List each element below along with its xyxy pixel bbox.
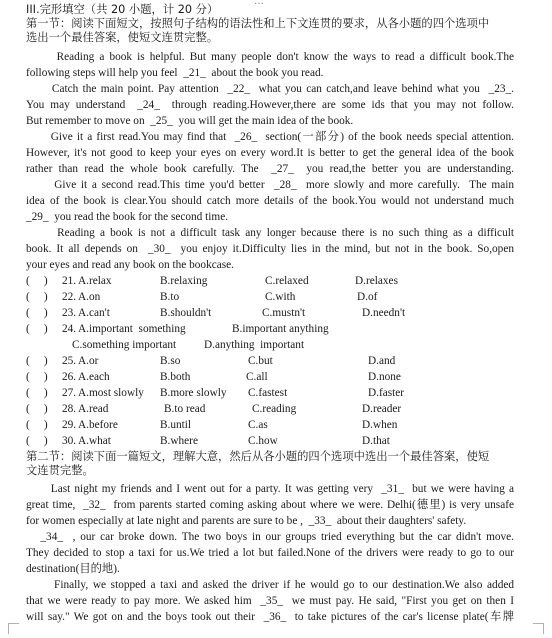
part1-instruction-line-2: 选出一个最佳答案，使短文连贯完整。 (26, 31, 219, 44)
option-29-c[interactable]: C.as (248, 419, 268, 431)
question-number-22: 22. (62, 291, 77, 303)
answer-bracket-30[interactable]: ( ) (26, 435, 48, 447)
passage1-line-4: You may understand _24_ through reading.However,there are some ids that you may not follow. (26, 99, 514, 111)
passage2-line-5: They decided to stop a taxi for us.We tried a lot but failed.None of the drivers were ready to go to our (26, 547, 514, 559)
top-cropped-text: … (254, 0, 264, 7)
question-number-26: 26. (62, 371, 77, 383)
part1-instruction-line-1: 第一节：阅读下面短文，按照句子结构的语法性和上下文连贯的要求，从各小题的四个选项中 (26, 17, 490, 30)
passage1-line-2: following steps will help you feel _21_ about the book you read. (26, 67, 324, 79)
passage1-line-7: However, it's not good to keep your eyes on every word.It is better to get the general idea of the book (26, 147, 514, 159)
option-26-b[interactable]: B.both (160, 371, 191, 383)
option-23-d[interactable]: D.needn't (362, 307, 406, 319)
option-22-c[interactable]: C.with (265, 291, 296, 303)
question-number-27: 27. (62, 387, 77, 399)
option-25-c[interactable]: C.but (248, 355, 273, 367)
question-number-24: 24. (62, 323, 77, 335)
option-23-c[interactable]: C.mustn't (262, 307, 306, 319)
option-22-a[interactable]: A.on (78, 291, 101, 303)
answer-bracket-21[interactable]: ( ) (26, 275, 48, 287)
option-25-d[interactable]: D.and (368, 355, 396, 367)
option-22-b[interactable]: B.to (160, 291, 180, 303)
passage1-line-1: Reading a book is helpful. But many people don't know the ways to read a difficult book.The (26, 51, 514, 63)
option-28-a[interactable]: A.read (78, 403, 109, 415)
passage2-line-7: Finally, we stopped a taxi and asked the driver if he would go to our destination.We also added (26, 579, 514, 591)
option-30-d[interactable]: D.that (362, 435, 390, 447)
question-number-21: 21. (62, 275, 77, 287)
answer-bracket-22[interactable]: ( ) (26, 291, 48, 303)
question-number-29: 29. (62, 419, 77, 431)
option-23-b[interactable]: B.shouldn't (160, 307, 212, 319)
option-25-b[interactable]: B.so (160, 355, 181, 367)
answer-bracket-23[interactable]: ( ) (26, 307, 48, 319)
option-28-d[interactable]: D.reader (362, 403, 402, 415)
passage2-line-1: Last night my friends and I went out for a party. It was getting very _31_ but we were having a (26, 483, 514, 495)
option-29-a[interactable]: A.before (78, 419, 118, 431)
option-29-b[interactable]: B.until (160, 419, 192, 431)
option-27-a[interactable]: A.most slowly (78, 387, 144, 399)
option-21-a[interactable]: A.relax (78, 275, 112, 287)
option-26-a[interactable]: A.each (78, 371, 110, 383)
passage2-line-2: great time, _32_ from parents started coming asking about where we were. Delhi(德里) is very unsafe (26, 499, 514, 511)
option-24-d[interactable]: D.anything important (204, 339, 305, 351)
option-28-c[interactable]: C.reading (252, 403, 297, 415)
passage1-line-13: book. It all depends on _30_ you enjoy it.Difficulty lies in the mind, but not in the book. So,open (26, 243, 514, 255)
passage1-line-12: Reading a book is not a difficult task any longer because there is no such thing as a difficult (26, 227, 514, 239)
answer-bracket-26[interactable]: ( ) (26, 371, 48, 383)
option-21-c[interactable]: C.relaxed (265, 275, 309, 287)
answer-bracket-28[interactable]: ( ) (26, 403, 48, 415)
option-26-c[interactable]: C.all (246, 371, 268, 383)
question-number-25: 25. (62, 355, 77, 367)
passage2-line-6: destination(目的地). (26, 563, 120, 575)
passage1-line-9: Give it a second read.This time you'd better _28_ more slowly and more carefully. The main (26, 179, 514, 191)
answer-bracket-27[interactable]: ( ) (26, 387, 48, 399)
crop-mark-bottom-right (533, 623, 544, 634)
section-title: III.完形填空（共 20 小题，计 20 分） (26, 3, 219, 16)
option-22-d[interactable]: D.of (357, 291, 378, 303)
part2-instruction-line-2: 文连贯完整。 (26, 464, 94, 477)
part2-instruction-line-1: 第二节：阅读下面一篇短文，理解大意，然后从各小题的四个选项中选出一个最佳答案，使短 (26, 450, 490, 463)
option-30-c[interactable]: C.how (248, 435, 278, 447)
answer-bracket-29[interactable]: ( ) (26, 419, 48, 431)
option-24-b[interactable]: B.important anything (232, 323, 329, 335)
option-30-a[interactable]: A.what (78, 435, 111, 447)
passage2-line-8: that we were ready to pay more. We asked him _35_ we must pay. He said, "First you get on then I (26, 595, 514, 607)
question-number-23: 23. (62, 307, 77, 319)
passage1-line-14: your eyes and read any book on the bookcase. (26, 259, 234, 271)
option-23-a[interactable]: A.can't (78, 307, 110, 319)
passage1-line-11: _29_ you read the book for the second time. (26, 211, 229, 223)
option-27-c[interactable]: C.fastest (248, 387, 288, 399)
passage2-line-9: will say." We got on and the boys took out their _36_ to take pictures of the car's license plate(车牌 (26, 611, 514, 623)
passage1-line-3: Catch the main point. Pay attention _22_ what you can catch,and leave behind what you _23_. (26, 83, 514, 95)
answer-bracket-25[interactable]: ( ) (26, 355, 48, 367)
passage1-line-8: rather than read the whole book carefully. The _27_ you read,the better you are understanding. (26, 163, 514, 175)
answer-bracket-24[interactable]: ( ) (26, 323, 48, 335)
option-25-a[interactable]: A.or (78, 355, 99, 367)
passage1-line-10: idea of the book is clear.You should catch more details of the book.You would not understand much (26, 195, 514, 207)
option-21-b[interactable]: B.relaxing (160, 275, 208, 287)
question-number-28: 28. (62, 403, 77, 415)
option-30-b[interactable]: B.where (160, 435, 198, 447)
passage1-line-6: Give it a first read.You may find that _26_ section(一部分) of the book needs special attention. (26, 131, 514, 143)
passage1-line-5: But remember to move on _25_ you will get the main idea of the book. (26, 115, 354, 127)
option-27-b[interactable]: B.more slowly (160, 387, 227, 399)
option-27-d[interactable]: D.faster (368, 387, 405, 399)
option-24-c[interactable]: C.something important (72, 339, 177, 351)
crop-mark-bottom-left (8, 623, 19, 634)
passage2-line-4: _34_ , our car broke down. The two boys in our groups tried everything but the car didn't move. (26, 531, 514, 543)
option-21-d[interactable]: D.relaxes (355, 275, 398, 287)
option-24-a[interactable]: A.important something (78, 323, 186, 335)
option-26-d[interactable]: D.none (368, 371, 401, 383)
question-number-30: 30. (62, 435, 77, 447)
option-28-b[interactable]: B.to read (164, 403, 206, 415)
option-29-d[interactable]: D.when (362, 419, 398, 431)
passage2-line-3: for women especially at late night and parents are sure to be , _33_ about their daughters' safety. (26, 515, 467, 527)
